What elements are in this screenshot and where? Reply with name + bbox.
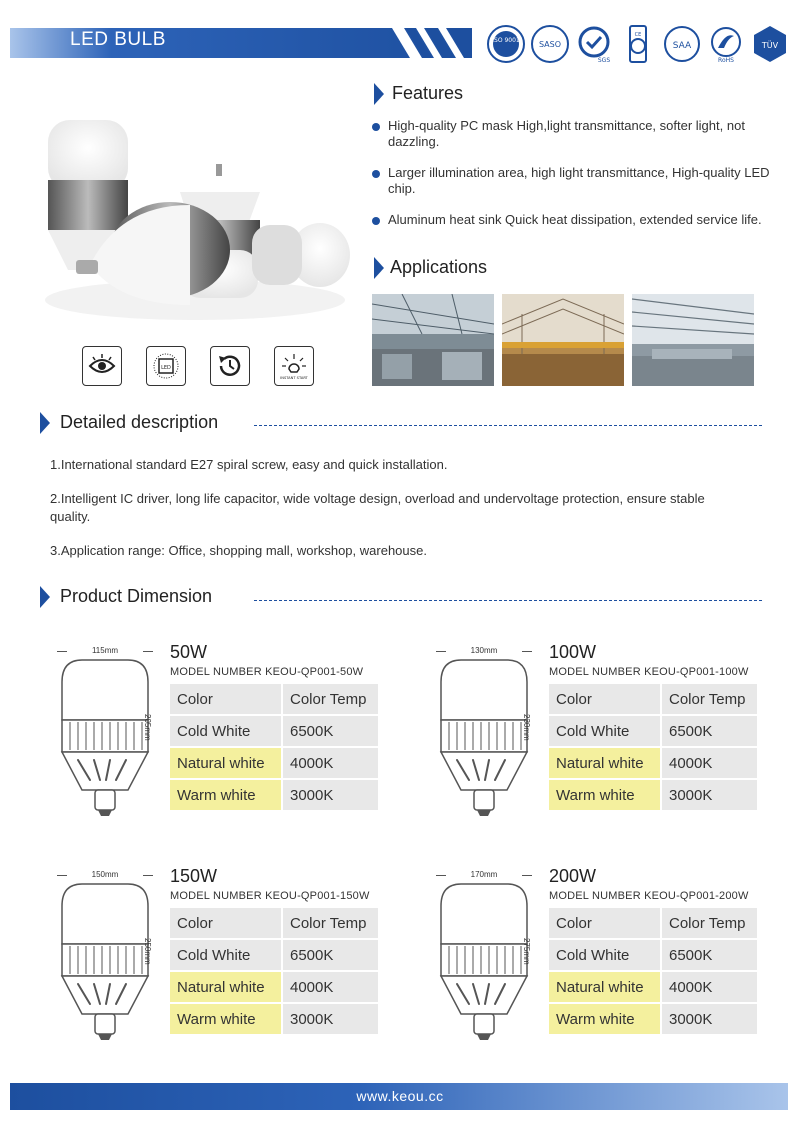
application-photo-hall [632, 294, 754, 386]
dimension-height: 275mm [522, 938, 531, 965]
row-color: Natural white [549, 748, 660, 778]
application-photo-warehouse [372, 294, 494, 386]
header-color: Color [549, 908, 660, 938]
table-row [170, 1004, 378, 1034]
header-color-temp: Color Temp [660, 908, 757, 938]
color-temp-table [549, 906, 757, 1036]
table-row [170, 940, 378, 970]
row-temp: 6500K [281, 940, 378, 970]
saa-icon [662, 24, 702, 64]
cert-tuv-label: TÜV [761, 41, 779, 50]
features-arrow-icon [374, 83, 384, 105]
dimension-width: 115mm [65, 646, 145, 655]
footer-url[interactable]: www.keou.cc [356, 1088, 444, 1104]
saso-icon [530, 24, 570, 64]
description-arrow-icon [40, 412, 50, 434]
description-item-2: 2.Intelligent IC driver, long life capacitor, wide voltage design, overload and undervoltage protection, ensure stable quality. [50, 491, 705, 524]
features-title: Features [392, 83, 464, 103]
long-life-icon [210, 346, 250, 386]
dimension-height: 250mm [143, 938, 152, 965]
row-temp: 4000K [281, 972, 378, 1002]
description-title: Detailed description [60, 412, 219, 432]
cert-saa-label: SAA [672, 41, 692, 51]
row-color: Cold White [549, 716, 660, 746]
instant-start-label: INSTANT START [280, 376, 308, 380]
row-temp: 4000K [660, 972, 757, 1002]
row-color: Cold White [549, 940, 660, 970]
product-wattage: 50W [170, 642, 208, 662]
row-color: Warm white [549, 780, 660, 810]
header-color: Color [170, 684, 281, 714]
header-color-temp: Color Temp [660, 684, 757, 714]
description-divider [254, 425, 762, 426]
row-temp: 4000K [281, 748, 378, 778]
row-temp: 3000K [281, 780, 378, 810]
table-row [170, 748, 378, 778]
row-temp: 3000K [660, 1004, 757, 1034]
header-color: Color [549, 684, 660, 714]
model-number: MODEL NUMBER KEOU-QP001-50W [170, 666, 364, 678]
table-header-row [170, 908, 378, 938]
applications-arrow-icon [374, 257, 384, 279]
row-color: Cold White [170, 716, 281, 746]
dimension-title: Product Dimension [60, 586, 213, 606]
header-color: Color [170, 908, 281, 938]
row-temp: 6500K [281, 716, 378, 746]
table-row [549, 780, 757, 810]
table-header-row [549, 908, 757, 938]
row-temp: 6500K [660, 716, 757, 746]
description-list [50, 456, 730, 576]
row-temp: 4000K [660, 748, 757, 778]
cert-rohs-label: RoHS [718, 57, 734, 64]
page-title: LED BULB [70, 29, 166, 50]
model-number: MODEL NUMBER KEOU-QP001-200W [549, 890, 749, 902]
description-item-3: 3.Application range: Office, shopping mall, workshop, warehouse. [50, 543, 427, 558]
feature-item-1: High-quality PC mask High,light transmittance, softer light, not dazzling. [372, 118, 772, 150]
table-header-row [549, 684, 757, 714]
cert-saso-label: SASO [538, 40, 562, 49]
row-color: Warm white [549, 1004, 660, 1034]
table-row [549, 972, 757, 1002]
table-header-row [170, 684, 378, 714]
table-row [549, 1004, 757, 1034]
dimension-width: 150mm [65, 870, 145, 879]
row-temp: 6500K [660, 940, 757, 970]
row-color: Cold White [170, 940, 281, 970]
application-photos [372, 294, 754, 386]
applications-title: Applications [390, 257, 488, 277]
features-list [372, 118, 772, 243]
color-temp-table [170, 682, 378, 812]
color-temp-table [170, 906, 378, 1036]
color-temp-table [549, 682, 757, 812]
dimension-arrow-icon [40, 586, 50, 608]
header-stripes [392, 28, 472, 58]
row-color: Warm white [170, 780, 281, 810]
row-color: Natural white [170, 748, 281, 778]
dimension-width: 130mm [444, 646, 524, 655]
product-block-100w [429, 642, 800, 842]
table-row [170, 972, 378, 1002]
table-row [170, 780, 378, 810]
dimension-width: 170mm [444, 870, 524, 879]
model-number: MODEL NUMBER KEOU-QP001-150W [170, 890, 370, 902]
ce-icon [618, 24, 658, 64]
product-wattage: 150W [170, 866, 218, 886]
header-color-temp: Color Temp [281, 684, 378, 714]
model-number: MODEL NUMBER KEOU-QP001-100W [549, 666, 749, 678]
eye-care-icon [82, 346, 122, 386]
row-color: Natural white [170, 972, 281, 1002]
sgs-icon [574, 24, 614, 64]
product-wattage: 200W [549, 866, 597, 886]
table-row [170, 716, 378, 746]
led-chip-icon [146, 346, 186, 386]
row-color: Warm white [170, 1004, 281, 1034]
dimension-height: 230mm [522, 714, 531, 741]
certification-logos [486, 24, 786, 68]
feature-icon-row [82, 346, 314, 386]
description-item-1: 1.International standard E27 spiral screw, easy and quick installation. [50, 457, 448, 472]
product-block-200w [429, 866, 800, 1066]
header-color-temp: Color Temp [281, 908, 378, 938]
table-row [549, 716, 757, 746]
row-temp: 3000K [660, 780, 757, 810]
tuv-icon [750, 24, 790, 64]
table-row [549, 940, 757, 970]
product-wattage: 100W [549, 642, 597, 662]
product-photo [30, 100, 360, 330]
cert-iso-label: ISO 9001 [492, 37, 520, 44]
feature-item-2: Larger illumination area, high light transmittance, High-quality LED chip. [372, 165, 772, 197]
row-color: Natural white [549, 972, 660, 1002]
product-block-150w [50, 866, 430, 1066]
svg-text:LED: LED [161, 365, 171, 371]
instant-start-icon [274, 346, 314, 386]
product-block-50w [50, 642, 430, 842]
row-temp: 3000K [281, 1004, 378, 1034]
dimension-divider [254, 600, 762, 601]
iso9001-icon [486, 24, 526, 64]
cert-sgs-label: SGS [597, 57, 611, 64]
application-photo-factory [502, 294, 624, 386]
feature-item-3: Aluminum heat sink Quick heat dissipation, extended service life. [372, 212, 772, 228]
table-row [549, 748, 757, 778]
cert-ce-label: CE [634, 32, 642, 38]
dimension-height: 205mm [143, 714, 152, 741]
rohs-icon [706, 24, 746, 64]
